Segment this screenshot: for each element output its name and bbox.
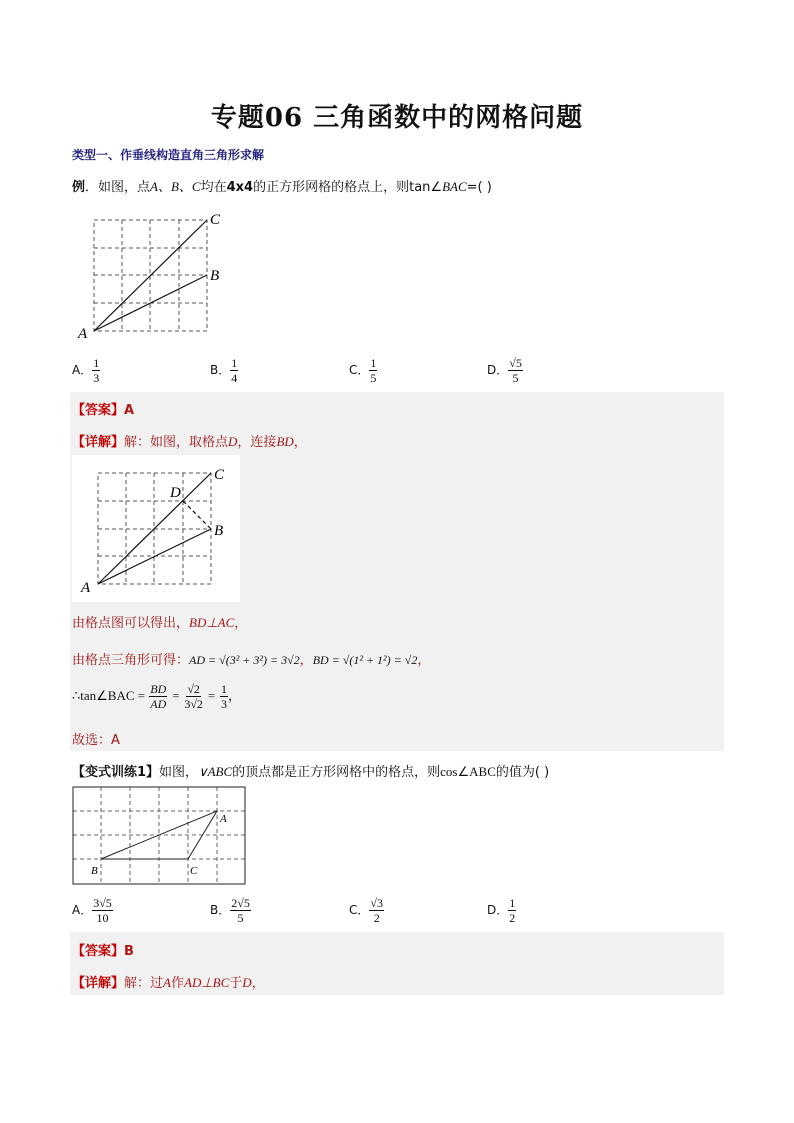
frac-num: √3 [370,896,383,910]
detail-line-3 [72,682,241,711]
frac-den: 10 [96,911,109,925]
detail-fraction [149,682,167,711]
detail-line-1 [72,612,247,631]
detail-text: 于 [229,976,243,991]
option-fraction [369,356,377,385]
detail-text: ， [251,976,265,991]
q-angle: BAC [442,179,467,194]
detail-line-2 [72,649,430,668]
point-label-a: A [81,580,91,596]
answer-value: A [124,403,135,418]
variant-question [72,761,549,780]
section-heading: 类型一、作垂线构造直角三角形求解 [72,148,265,162]
point-label-c: C [190,865,198,877]
detail-math: AD = √(3² + 3²) = 3√2 [189,653,300,667]
option-letter: B． [210,363,231,377]
frac-num: 1 [220,682,227,696]
q-text: 的值为( ) [495,765,550,780]
option-letter: A． [72,903,93,917]
option-c[interactable] [349,356,377,385]
answer-label: 【答案】 [72,944,125,959]
frac-num: 1 [231,356,238,370]
frac-num: BD [150,682,167,696]
choice-line: 故选：A [72,733,120,748]
point-label-b: B [214,523,224,539]
option-letter: D． [487,903,509,917]
detail-label: 【详解】 [72,976,125,991]
frac-den: 2 [373,911,380,925]
frac-num: 1 [509,896,516,910]
figure-grid-1 [72,205,232,345]
frac-den: 5 [237,911,244,925]
variant-option-c[interactable] [349,896,384,925]
answer-value: B [124,944,134,959]
option-fraction [92,896,113,925]
q-grid: 4x4 [226,180,254,195]
q-points: A、B、C [150,179,201,194]
frac-num: √2 [187,682,200,696]
option-letter: A． [72,363,93,377]
detail-text: ， [299,653,313,668]
detail-text: ，连接 [237,435,277,450]
frac-num: 2√5 [231,896,250,910]
option-fraction [230,356,238,385]
q-text: 的正方形网格的格点上，则 [253,180,410,195]
figure-grid-2 [72,455,240,602]
option-letter: C． [349,903,370,917]
frac-num: 3√5 [93,896,112,910]
page-title: 专题06 三角函数中的网格问题 [210,103,584,133]
point-label-c: C [210,212,221,228]
frac-den: 3 [93,371,100,385]
frac-den: 4 [231,371,238,385]
point-label-b: B [210,268,220,284]
example-question [72,176,492,195]
frac-den: 5 [370,371,377,385]
option-b[interactable] [210,356,238,385]
frac-den: 3 [220,697,227,711]
variant-option-a[interactable] [72,896,113,925]
option-letter: B． [210,903,231,917]
point-label-d: D [170,485,181,501]
detail-text: 作 [170,976,184,991]
detail-text: ， [293,435,307,450]
detail-text: 由格点图可以得出， [72,616,190,631]
detail-label: 【详解】 [72,435,125,450]
variant-option-d[interactable] [487,896,516,925]
frac-den: AD [150,697,167,711]
detail-text: ， [227,689,241,704]
frac-den: 2 [509,911,516,925]
q-text: 均在 [200,180,227,195]
detail-point: D [242,975,252,990]
option-fraction [230,896,251,925]
figure-grid-3 [72,786,246,886]
option-letter: D． [487,363,509,377]
option-fraction [508,896,516,925]
detail-text: 解：过 [124,976,164,991]
detail-math: ∴tan∠BAC = [72,688,146,703]
option-fraction [369,896,384,925]
variant-label: 【变式训练1】 [72,765,160,780]
detail-math: BD⊥AC [189,615,235,630]
detail-text: 由格点三角形可得： [72,653,190,668]
q-text: ．如图，点 [85,180,151,195]
q-text: =( ) [466,180,492,195]
detail-math: AD⊥BC [184,975,230,990]
frac-den: 3√2 [184,697,203,711]
variant-detail-line [72,972,265,991]
option-letter: C． [349,363,370,377]
detail-math: = [207,688,216,703]
option-fraction [508,356,523,385]
detail-math: BD = √(1² + 1²) = √2 [312,653,418,667]
q-text: 如图， [159,765,199,780]
detail-point: D [228,434,238,449]
frac-num: 1 [370,356,377,370]
detail-text: ， [417,653,431,668]
frac-num: 1 [93,356,100,370]
point-label-a: A [78,326,88,342]
detail-text: 解：如图，取格点 [124,435,229,450]
q-triangle: ∨ABC [198,764,233,779]
detail-fraction [184,682,203,711]
q-text: 的顶点都是正方形网格中的格点，则 [232,765,441,780]
variant-option-b[interactable] [210,896,251,925]
answer-label: 【答案】 [72,403,125,418]
detail-fraction [220,682,228,711]
detail-text: ， [234,616,248,631]
option-fraction [92,356,100,385]
frac-den: 5 [512,371,519,385]
option-d[interactable] [487,356,523,385]
q-func: tan∠ [409,180,443,195]
point-label-a: A [220,813,227,825]
detail-math: = [171,688,181,703]
q-func: cos∠ABC [440,764,496,779]
detail-segment: BD [276,434,294,449]
answer-line [72,399,134,418]
frac-num: √5 [509,356,522,370]
example-prefix: 例 [72,180,86,195]
point-label-b: B [91,865,98,877]
detail-line [72,431,307,450]
point-label-c: C [214,467,225,483]
variant-answer-line [72,940,134,959]
option-a[interactable] [72,356,100,385]
detail-point: A [163,975,171,990]
